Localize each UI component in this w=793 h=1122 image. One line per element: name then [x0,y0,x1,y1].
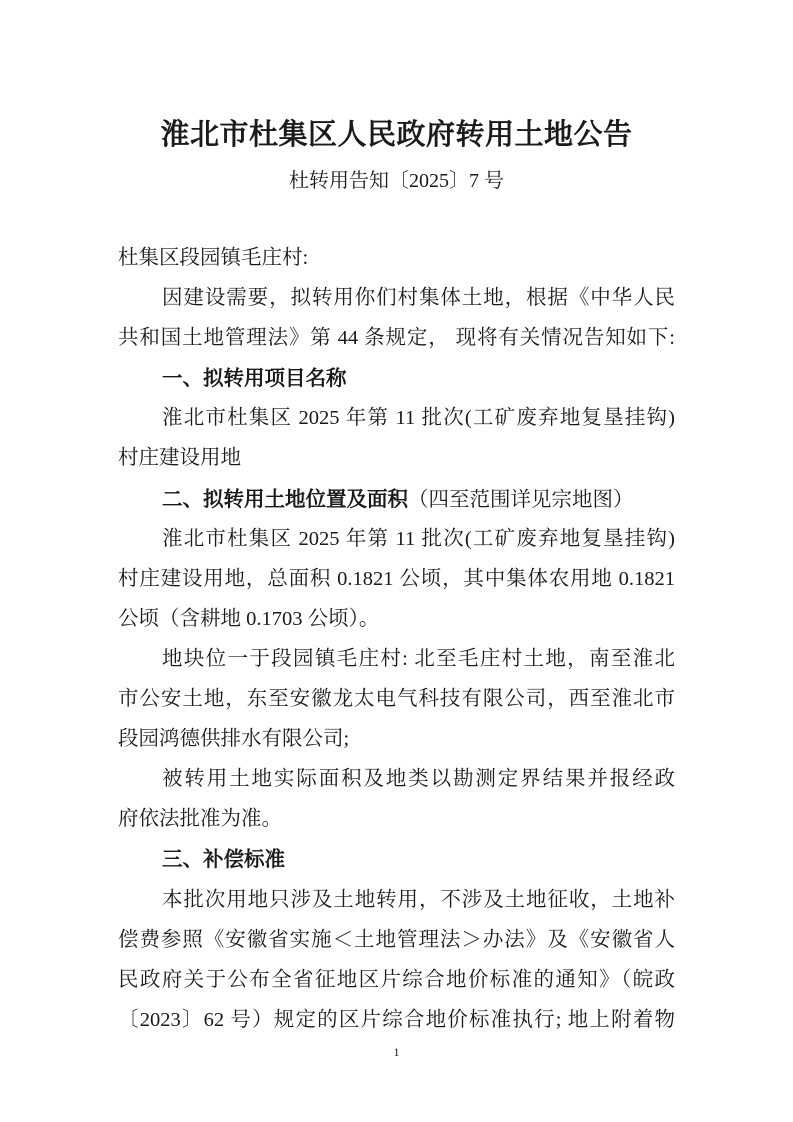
paragraph-line: 民政府关于公布全省征地区片综合地价标准的通知》（皖政 [118,968,675,991]
addressee: 杜集区段园镇毛庄村: [118,247,309,269]
section-heading-text: 二、拟转用土地位置及面积 [162,486,408,511]
document-body [118,238,675,1040]
document-number: 杜转用告知〔2025〕7 号 [289,170,504,192]
paragraph-line: 村庄建设用地 [118,447,241,470]
location-paragraph [118,639,675,759]
paragraph-line: 因建设需要，拟转用你们村集体土地，根据《中华人民 [162,287,675,310]
paragraph-line: 淮北市杜集区 2025 年第 11 批次(工矿废弃地复垦挂钩) [162,407,675,430]
area-paragraph [118,519,675,639]
section-heading-project-name: 一、拟转用项目名称 [162,366,347,391]
paragraph-line: 村庄建设用地，总面积 0.1821 公顷，其中集体农用地 0.1821 [118,567,675,590]
document-title: 淮北市杜集区人民政府转用土地公告 [160,119,633,151]
section-heading-compensation: 三、补偿标准 [162,847,285,872]
intro-paragraph [118,278,675,358]
paragraph-line: 公顷（含耕地 0.1703 公顷）。 [118,607,380,630]
paragraph-line: 段园鸿德供排水有限公司; [118,728,350,751]
paragraph-line: 本批次用地只涉及土地转用，不涉及土地征收，土地补 [162,888,675,911]
paragraph-line: 淮北市杜集区 2025 年第 11 批次(工矿废弃地复垦挂钩) [162,527,675,550]
paragraph-line: 〔2023〕62 号）规定的区片综合地价标准执行; 地上附着物 [118,1008,675,1031]
basis-paragraph [118,759,675,839]
paragraph-line: 府依法批准为准。 [118,808,282,831]
paragraph-line: 市公安土地，东至安徽龙太电气科技有限公司，西至淮北市 [118,688,675,711]
paragraph-line: 共和国土地管理法》第 44 条规定， 现将有关情况告知如下: [118,327,675,350]
paragraph-line: 地块位一于段园镇毛庄村: 北至毛庄村土地，南至淮北 [162,647,675,670]
page-number: 1 [393,1045,400,1059]
paragraph-line: 偿费参照《安徽省实施＜土地管理法＞办法》及《安徽省人 [118,928,675,951]
paragraph-line: 被转用土地实际面积及地类以勘测定界结果并报经政 [162,768,675,791]
section-heading-location-area [118,479,675,519]
project-name-paragraph [118,398,675,478]
section-heading-note: （四至范围详见宗地图） [408,488,634,511]
compensation-paragraph [118,880,675,1040]
